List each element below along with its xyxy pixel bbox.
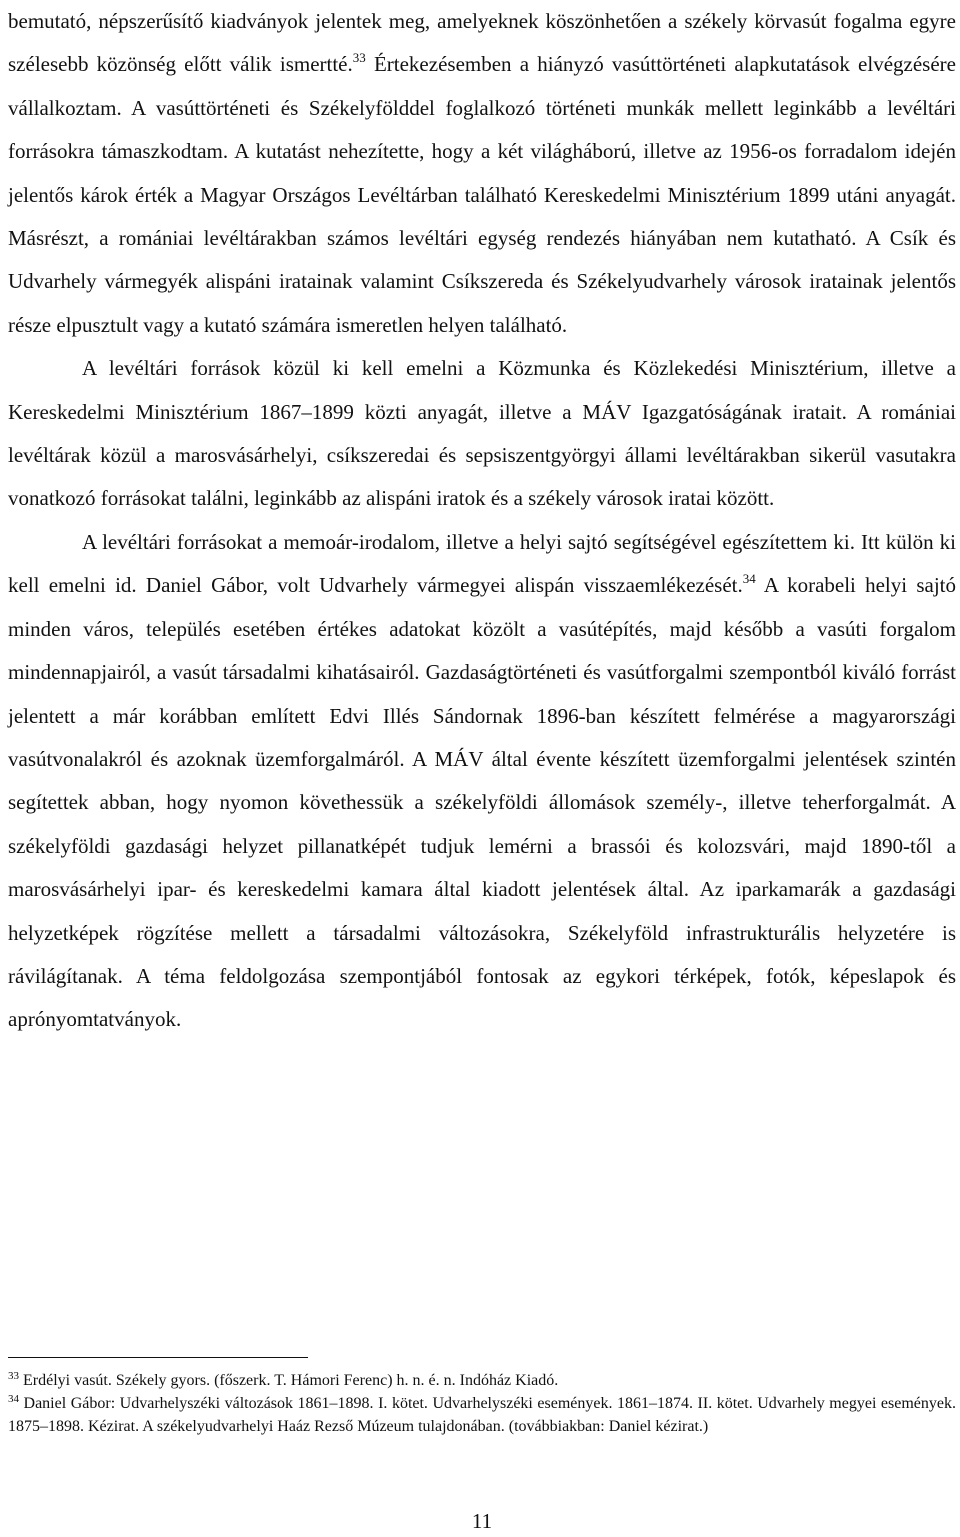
footnote-34 bbox=[8, 1392, 956, 1438]
paragraph-1-text-a: bemutató, népszerűsítő kiadványok jelentek meg, amelyeknek köszönhetően a székely körvasút fogalma egyre szélesebb közönség előtt válik ismertté. bbox=[8, 9, 956, 77]
footnote-divider bbox=[8, 1357, 308, 1358]
paragraph-2-text: A levéltári források közül ki kell emelni a Közmunka és Közlekedési Minisztérium, illetve a Kereskedelmi Minisztérium 1867–1899 közti anyagát, illetve a MÁV Igazgatóságának iratait. A romániai levéltárak közül a marosvásárhelyi, csíkszeredai és sepsiszentgyörgyi állami levéltárakban sikerül vasutakra vonatkozó forrásokat találni, leginkább az alispáni iratok és a székely városok iratai között. bbox=[8, 356, 956, 511]
body-text bbox=[8, 0, 956, 1042]
footnote-34-text: Daniel Gábor: Udvarhelyszéki változások 1861–1898. I. kötet. Udvarhelyszéki események. 1861–1874. II. kötet. Udvarhely megyei események. 1875–1898. Kézirat. A székelyudvarhelyi Haáz Rezső Múzeum tulajdonában. (továbbiakban: Daniel kézirat.) bbox=[8, 1395, 956, 1436]
footnote-ref-34[interactable]: 34 bbox=[742, 571, 756, 587]
footnote-ref-33[interactable]: 33 bbox=[352, 50, 366, 66]
document-page bbox=[8, 0, 956, 1537]
footnote-33 bbox=[8, 1369, 956, 1392]
page-number: 11 bbox=[471, 1509, 493, 1533]
paragraph-3 bbox=[8, 521, 956, 1042]
paragraph-3-text-a: A levéltári forrásokat a memoár-irodalom, illetve a helyi sajtó segítségével egészítettem ki. Itt külön ki kell emelni id. Daniel Gábor, volt Udvarhely vármegyei alispán visszaemlékezését. bbox=[8, 529, 956, 598]
paragraph-3-text-b: A korabeli helyi sajtó minden város, település esetében értékes adatokat közölt a vasútépítés, majd később a vasúti forgalom mindennapjairól, a vasút társadalmi kihatásairól. Gazdaságtörténeti és vasútforgalmi szempontból kiváló forrást jelentett a már korábban említett Edvi Illés Sándornak 1896-ban készített felmérése a magyarországi vasútvonalakról és azoknak üzemforgalmáról. A MÁV által évente készített üzemforgalmi jelentések szintén segítettek abban, hogy nyomon követhessük a székelyföldi állomások személy-, illetve teherforgalmát. A székelyföldi gazdasági helyzet pillanatképét tudjuk lemérni a brassói és kolozsvári, majd 1890-től a marosvásárhelyi ipar- és kereskedelmi kamara által kiadott jelentések által. Az iparkamarák a gazdasági helyzetképek rögzítése mellett a társadalmi változásokra, Székelyföld infrastrukturális helyzetére is rávilágítanak. A téma feldolgozása szempontjából fontosak az egykori térképek, fotók, képeslapok és aprónyomtatványok. bbox=[8, 573, 956, 1032]
footnotes bbox=[8, 1369, 956, 1439]
paragraph-1-text-b: Értekezésemben a hiányzó vasúttörténeti alapkutatások elvégzésére vállalkoztam. A vasúttörténeti és Székelyfölddel foglalkozó történeti munkák mellett leginkább a levéltári forrásokra támaszkodtam. A kutatást nehezítette, hogy a két világháború, illetve az 1956-os forradalom idején jelentős károk érték a Magyar Országos Levéltárban található Kereskedelmi Minisztérium 1899 utáni anyagát. Másrészt, a romániai levéltárakban számos levéltári egység rendezés hiányában nem kutatható. A Csík és Udvarhely vármegyék alispáni iratainak valamint Csíkszereda és Székelyudvarhely városok iratainak jelentős része elpusztult vagy a kutató számára ismeretlen helyen található. bbox=[8, 52, 956, 337]
footnote-33-text: Erdélyi vasút. Székely gyors. (főszerk. T. Hámori Ferenc) h. n. é. n. Indóház Kiadó. bbox=[19, 1372, 559, 1389]
footnote-mark-33: 33 bbox=[8, 1370, 19, 1382]
paragraph-1 bbox=[8, 0, 956, 347]
paragraph-2 bbox=[8, 347, 956, 521]
footnote-mark-34: 34 bbox=[8, 1393, 19, 1406]
